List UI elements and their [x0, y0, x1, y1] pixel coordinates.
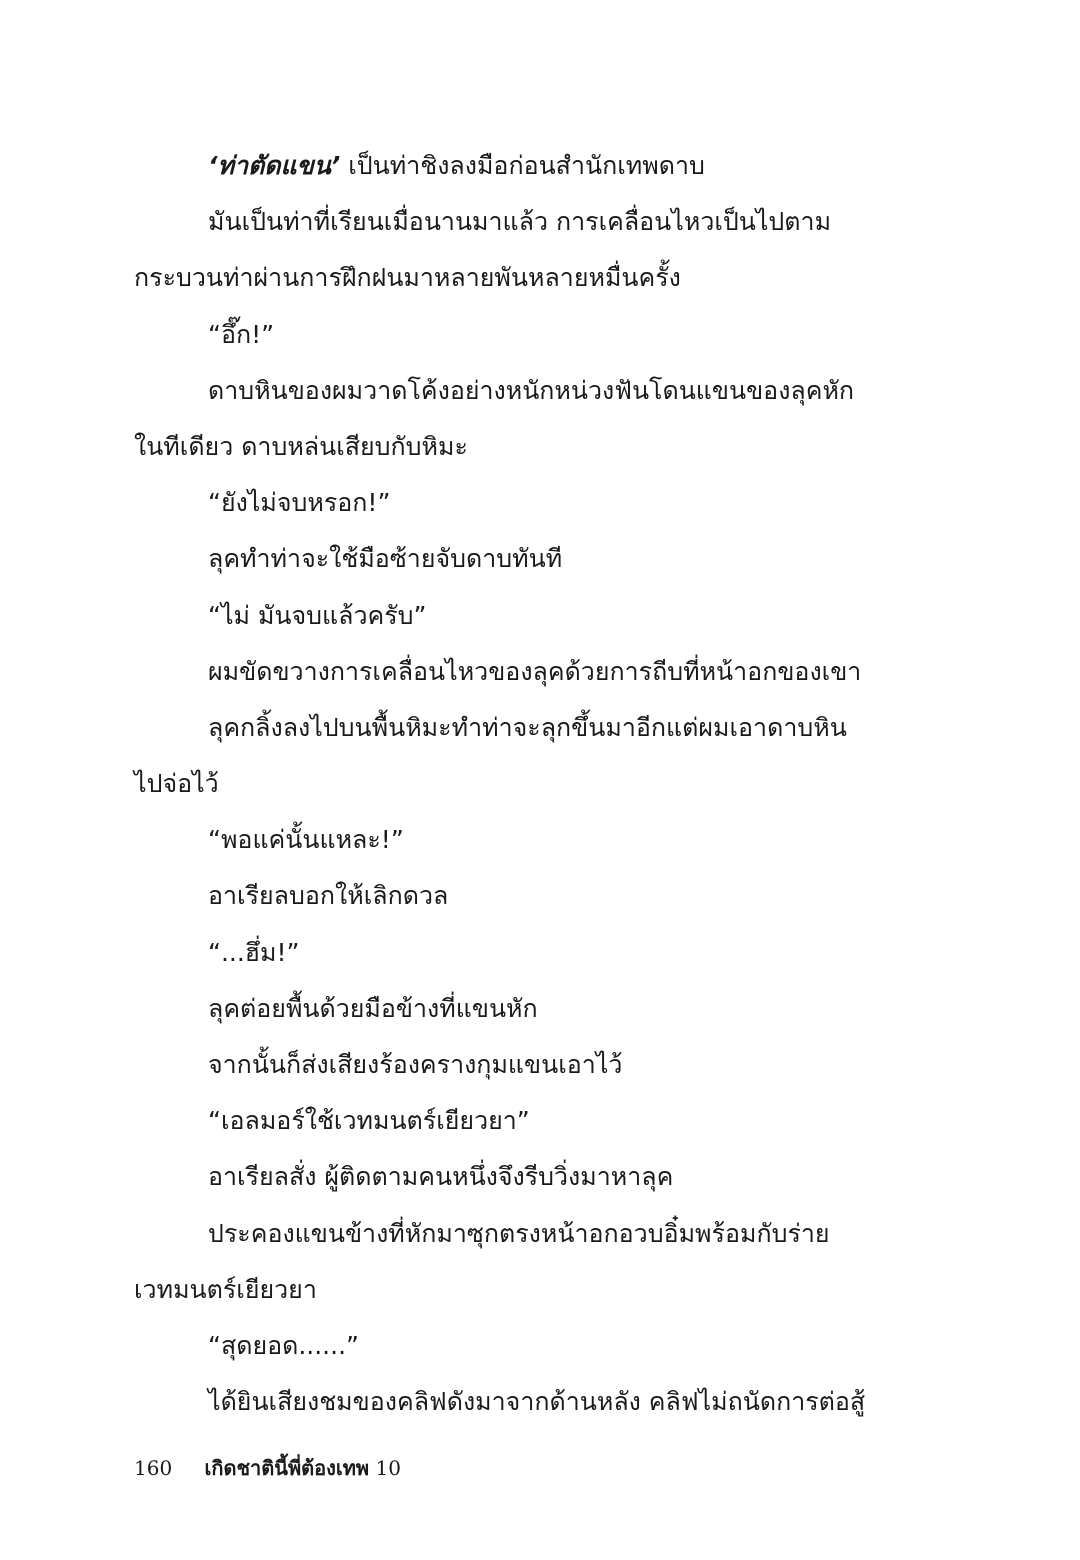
paragraph-line: จากนั้นก็ส่งเสียงร้องครางกุมแขนเอาไว้: [208, 1050, 623, 1079]
dialogue-line: “พอแค่นั้นแหละ!”: [208, 825, 404, 855]
paragraph-continuation: ไปจ่อไว้: [134, 769, 219, 799]
body-text: [134, 138, 894, 1430]
paragraph-continuation: กระบวนท่าผ่านการฝึกฝนมาหลายพันหลายหมื่นครั้ง: [134, 263, 681, 293]
paragraph-line: ดาบหินของผมวาดโค้งอย่างหนักหน่วงฟันโดนแขนของลุคหัก: [208, 375, 855, 405]
dialogue-line: “ยังไม่จบหรอก!”: [208, 488, 391, 518]
paragraph-line: ประคองแขนข้างที่หักมาซุกตรงหน้าอกอวบอิ๋มพร้อมกับร่าย: [208, 1218, 830, 1248]
paragraph-line: อาเรียลบอกให้เลิกดวล: [208, 881, 449, 911]
page-number: 160: [134, 1456, 173, 1480]
emphasized-term: ‘ท่าตัดแขน’: [208, 151, 341, 180]
dialogue-line: “ไม่ มันจบแล้วครับ”: [208, 600, 427, 630]
book-title: เกิดชาตินี้พี่ต้องเทพ: [204, 1456, 370, 1480]
volume-number: 10: [375, 1456, 401, 1480]
line-text: เป็นท่าชิงลงมือก่อนสำนักเทพดาบ: [340, 151, 705, 180]
paragraph-line: ผมขัดขวางการเคลื่อนไหวของลุคด้วยการถีบที่หน้าอกของเขา: [208, 656, 862, 686]
paragraph-continuation: เวทมนตร์เยียวยา: [134, 1274, 317, 1304]
paragraph-line: อาเรียลสั่ง ผู้ติดตามคนหนึ่งจึงรีบวิ่งมาหาลุค: [208, 1162, 674, 1192]
paragraph-line: [134, 138, 894, 194]
page-footer: [134, 1452, 401, 1484]
paragraph-line: ลุคต่อยพื้นด้วยมือข้างที่แขนหัก: [208, 993, 538, 1023]
paragraph-line: ได้ยินเสียงชมของคลิฟดังมาจากด้านหลัง คลิฟไม่ถนัดการต่อสู้: [208, 1387, 866, 1417]
paragraph-line: ลุคกลิ้งลงไปบนพื้นหิมะทำท่าจะลุกขึ้นมาอีกแต่ผมเอาดาบหิน: [208, 712, 847, 742]
paragraph-continuation: ในทีเดียว ดาบหล่นเสียบกับหิมะ: [134, 431, 468, 461]
dialogue-line: “สุดยอด......”: [208, 1330, 359, 1360]
dialogue-line: “เอลมอร์ใช้เวทมนตร์เยียวยา”: [208, 1106, 530, 1136]
paragraph-line: ลุคทำท่าจะใช้มือซ้ายจับดาบทันที: [208, 544, 563, 574]
dialogue-line: “อึ๊ก!”: [208, 319, 275, 349]
dialogue-line: “...ฮึ่ม!”: [208, 937, 300, 967]
paragraph-line: มันเป็นท่าที่เรียนเมื่อนานมาแล้ว การเคลื่อนไหวเป็นไปตาม: [208, 207, 832, 237]
